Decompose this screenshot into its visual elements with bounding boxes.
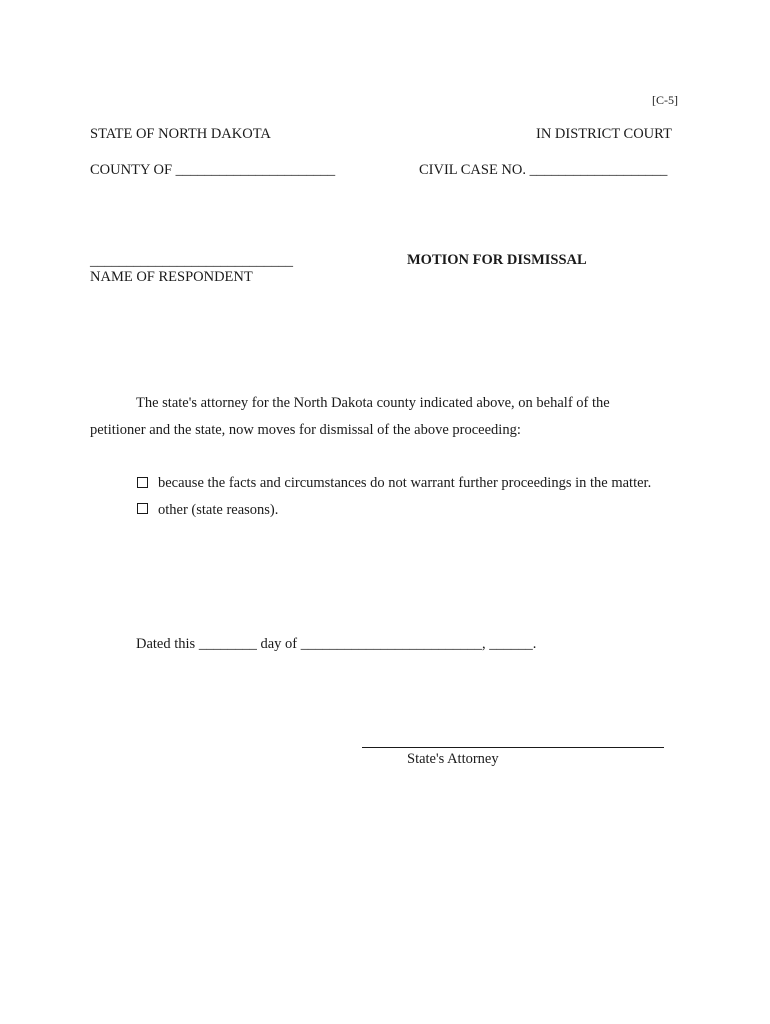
signature-label: State's Attorney xyxy=(407,751,499,767)
county-field[interactable]: COUNTY OF ______________________ xyxy=(90,162,336,178)
dated-line[interactable]: Dated this ________ day of _________________________, ______. xyxy=(136,636,537,652)
checkbox-facts-circumstances[interactable] xyxy=(137,477,148,488)
state-heading: STATE OF NORTH DAKOTA xyxy=(90,126,271,142)
signature-line[interactable] xyxy=(362,747,664,748)
respondent-name-label: NAME OF RESPONDENT xyxy=(90,269,253,285)
civil-case-number-field[interactable]: CIVIL CASE NO. ___________________ xyxy=(419,162,668,178)
form-code: [C-5] xyxy=(652,93,678,107)
checkbox-other-reasons[interactable] xyxy=(137,503,148,514)
respondent-name-blank[interactable]: ____________________________ xyxy=(90,253,293,269)
body-paragraph-line-1: The state's attorney for the North Dakota county indicated above, on behalf of the xyxy=(136,395,610,411)
court-heading: IN DISTRICT COURT xyxy=(536,126,672,142)
document-title: MOTION FOR DISMISSAL xyxy=(407,252,587,268)
body-paragraph-line-2: petitioner and the state, now moves for dismissal of the above proceeding: xyxy=(90,422,521,438)
option-label-other-reasons: other (state reasons). xyxy=(158,502,279,518)
option-label-facts-circumstances: because the facts and circumstances do not warrant further proceedings in the matter. xyxy=(158,475,652,491)
